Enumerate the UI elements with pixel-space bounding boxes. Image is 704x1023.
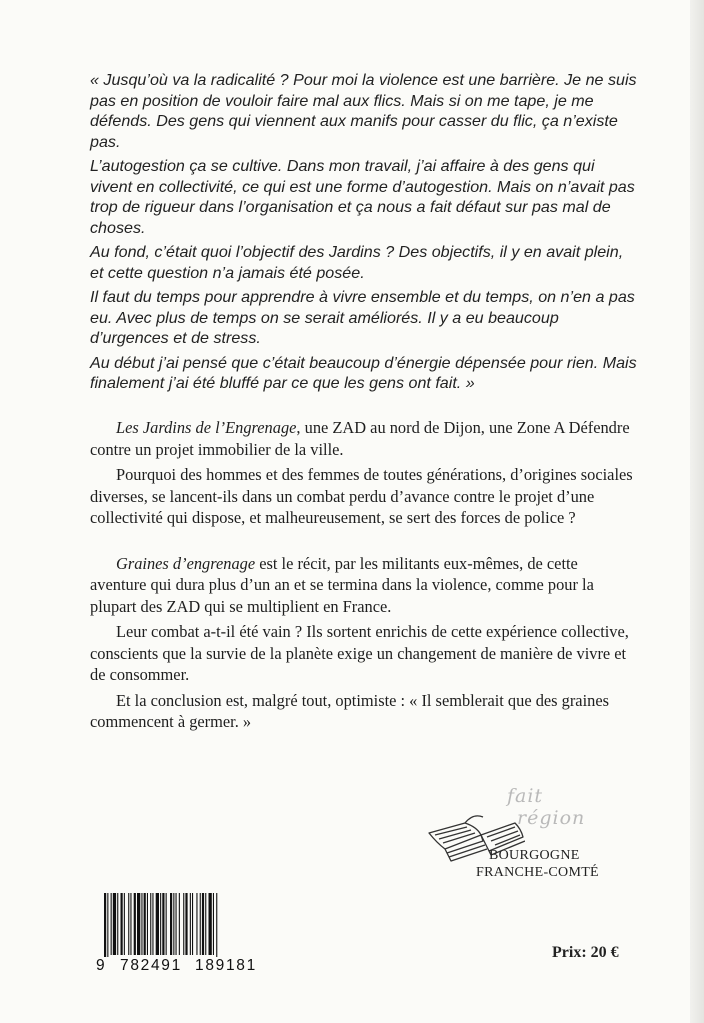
barcode-bar — [121, 893, 123, 955]
barcode-bar — [144, 893, 146, 955]
cover-right-edge — [690, 0, 704, 1023]
quote-paragraph: Au début j’ai pensé que c’était beaucoup d’énergie dépensée pour rien. Mais finalement j’ai été bluffé par ce que les gens ont fait. » — [90, 353, 637, 392]
barcode-bar — [196, 893, 197, 955]
blurb-paragraph: Pourquoi des hommes et des femmes de toutes générations, d’origines sociales diverses, se lancent-ils dans un combat perdu d’avance contre le projet d’une collectivité qui dispose, et malheureusement, se sert des forces de police ? — [90, 465, 633, 527]
barcode-bar — [128, 893, 129, 955]
barcode-bar — [166, 893, 167, 955]
barcode-bar — [124, 893, 125, 955]
logo-script-word: fait — [507, 785, 544, 807]
blurb-text: est le récit, par les militants eux-mêmes, de cette aventure qui dura plus d’un an et se termina dans la violence, comme pour la plupart des ZAD qui se multiplient en France. — [90, 553, 594, 616]
barcode-bar — [137, 893, 140, 955]
quote-paragraph: Il faut du temps pour apprendre à vivre ensemble et du temps, on n’en a pas eu. Avec plus de temps on se serait améliorés. Il y a eu beaucoup d’urgences et de stress. — [90, 288, 635, 347]
barcode-bar — [152, 893, 153, 955]
barcode-bar — [183, 893, 184, 955]
back-cover-quote — [90, 70, 638, 398]
barcode-digit-group: 782491 — [120, 957, 182, 974]
back-cover-blurb — [90, 417, 638, 737]
quote-paragraph: L’autogestion ça se cultive. Dans mon travail, j’ai affaire à des gens qui vivent en collectivité, ce qui est une forme d’autogestion. Mais on n’avait pas trop de rigueur dans l’organisation et ça nous a fait défaut sur pas mal de choses. — [90, 157, 635, 237]
barcode-digit-group: 189181 — [195, 957, 257, 974]
barcode-bar — [202, 893, 204, 955]
barcode-bar — [179, 893, 180, 955]
publisher-logo — [425, 785, 605, 880]
barcode-bar — [104, 893, 106, 957]
barcode-bar — [200, 893, 201, 955]
barcode-bar — [170, 893, 172, 955]
barcode-bar — [192, 893, 193, 955]
book-title-reference: Graines d’engrenage — [116, 553, 256, 573]
logo-script-word: région — [517, 807, 586, 829]
barcode-bar — [156, 893, 159, 955]
barcode-bar — [162, 893, 164, 955]
barcode-bar — [117, 893, 118, 955]
barcode-bar — [209, 893, 212, 955]
barcode-bar — [111, 893, 112, 955]
barcode-bar — [185, 893, 187, 955]
barcode-bar — [190, 893, 191, 955]
price-label: Prix: 20 € — [552, 944, 619, 961]
barcode-bar — [160, 893, 161, 955]
quote-paragraph: « Jusqu’où va la radicalité ? Pour moi la violence est une barrière. Je ne suis pas en position de vouloir faire mal aux flics. Mais si on me tape, je me défends. Des gens qui viennent aux manifs pour casser du flic, ça n’existe pas. — [90, 71, 637, 151]
barcode-bar — [134, 893, 136, 955]
logo-line-2: FRANCHE-COMTÉ — [476, 865, 599, 880]
barcode-bars — [100, 893, 265, 957]
barcode-bar — [213, 893, 214, 955]
barcode-bar — [173, 893, 174, 955]
isbn-barcode — [96, 893, 265, 978]
barcode-bar — [130, 893, 131, 955]
logo-line-1: BOURGOGNE — [489, 848, 580, 863]
blurb-paragraph — [90, 553, 638, 618]
barcode-bar — [216, 893, 217, 957]
barcode-bar — [141, 893, 142, 955]
blurb-text: , une ZAD au nord de Dijon, une Zone A Défendre contre un projet immobilier de la ville. — [90, 418, 630, 459]
barcode-bar — [176, 893, 177, 955]
blurb-paragraph: Leur combat a-t-il été vain ? Ils sortent enrichis de cette expérience collective, conscients que la survie de la planète exige un changement de manière de vivre et de consommer. — [90, 622, 629, 684]
blurb-paragraph — [90, 417, 638, 460]
blurb-paragraph: Et la conclusion est, malgré tout, optimiste : « Il semblerait que des graines commencent à germer. » — [90, 690, 609, 731]
book-title-reference: Les Jardins de l’Engrenage — [116, 418, 297, 437]
quote-paragraph: Au fond, c’était quoi l’objectif des Jardins ? Des objectifs, il y en avait plein, et cette question n’a jamais été posée. — [90, 243, 624, 282]
barcode-bar — [113, 893, 116, 955]
barcode-bar — [107, 893, 108, 957]
barcode-lead-digit: 9 — [96, 957, 105, 974]
barcode-bar — [205, 893, 206, 955]
barcode-bar — [150, 893, 151, 955]
barcode-bar — [147, 893, 148, 955]
